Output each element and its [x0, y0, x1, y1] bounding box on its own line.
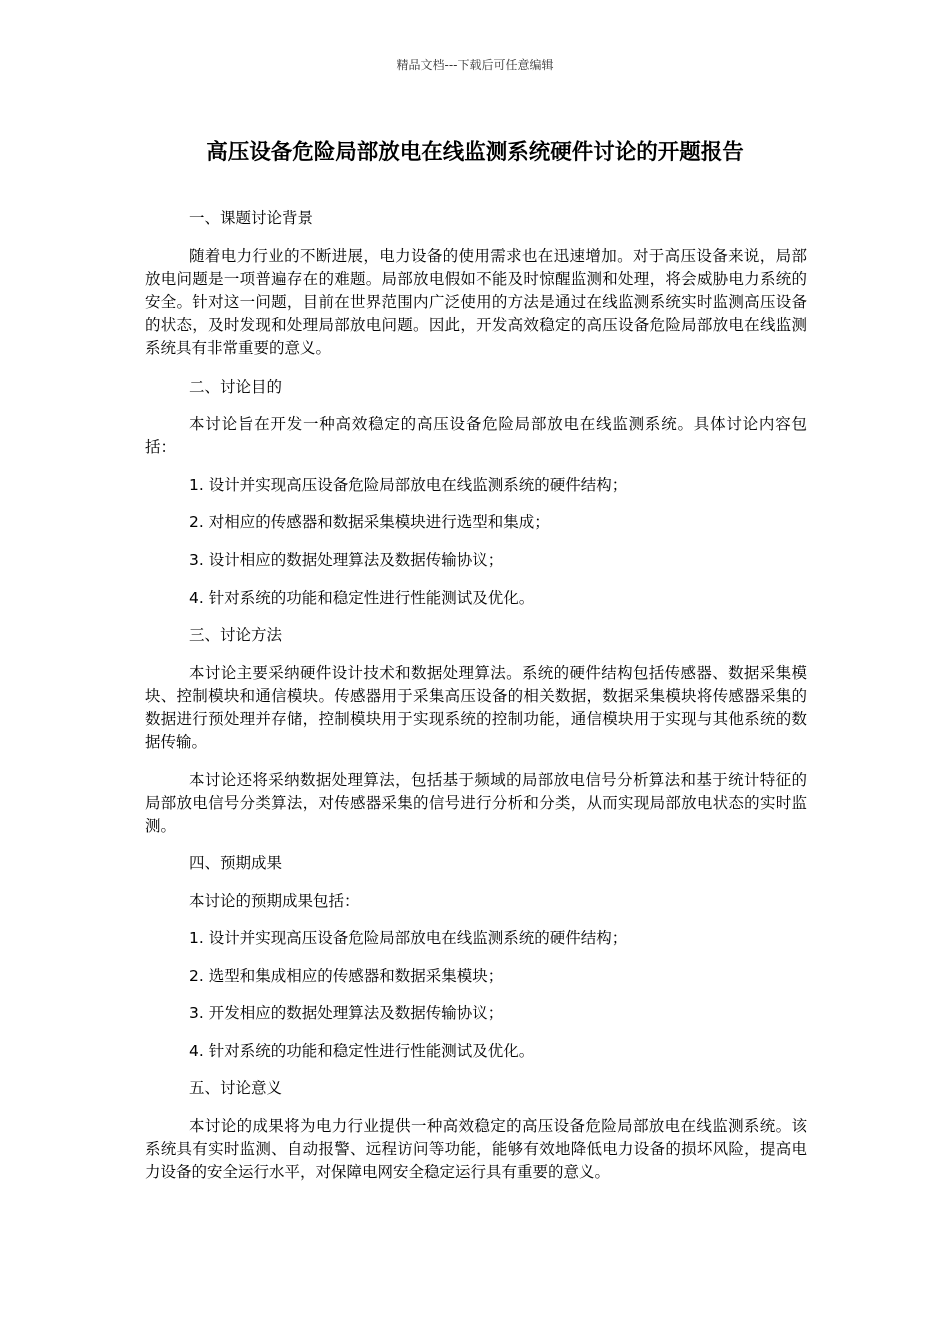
background-paragraph: 随着电力行业的不断进展，电力设备的使用需求也在迅速增加。对于高压设备来说，局部放电问题是一项普遍存在的难题。局部放电假如不能及时惊醒监测和处理，将会威胁电力系统的安全。针对这一问题，目前在世界范围内广泛使用的方法是通过在线监测系统实时监测高压设备的状态，及时发现和处理局部放电问题。因此，开发高效稳定的高压设备危险局部放电在线监测系统具有非常重要的意义。	[145, 247, 807, 357]
header-note: 精品文档---下载后可任意编辑	[396, 58, 554, 72]
section-heading-outcomes: 四、预期成果	[189, 854, 283, 872]
method-paragraph-1: 本讨论主要采纳硬件设计技术和数据处理算法。系统的硬件结构包括传感器、数据采集模块、控制模块和通信模块。传感器用于采集高压设备的相关数据，数据采集模块将传感器采集的数据进行预处理并存储，控制模块用于实现系统的控制功能，通信模块用于实现与其他系统的数据传输。	[145, 664, 807, 751]
purpose-paragraph: 本讨论旨在开发一种高效稳定的高压设备危险局部放电在线监测系统。具体讨论内容包括：	[145, 415, 807, 456]
outcomes-list-item: 3. 开发相应的数据处理算法及数据传输协议；	[189, 1004, 504, 1022]
outcomes-list-item: 1. 设计并实现高压设备危险局部放电在线监测系统的硬件结构；	[189, 929, 628, 947]
purpose-list-item: 1. 设计并实现高压设备危险局部放电在线监测系统的硬件结构；	[189, 476, 628, 494]
section-heading-significance: 五、讨论意义	[189, 1079, 283, 1097]
outcomes-intro: 本讨论的预期成果包括：	[189, 892, 360, 910]
section-heading-background: 一、课题讨论背景	[189, 209, 314, 227]
outcomes-list-item: 2. 选型和集成相应的传感器和数据采集模块；	[189, 967, 504, 985]
document-title: 高压设备危险局部放电在线监测系统硬件讨论的开题报告	[206, 140, 744, 165]
section-heading-method: 三、讨论方法	[189, 626, 283, 644]
purpose-list-item: 4. 针对系统的功能和稳定性进行性能测试及优化。	[189, 589, 535, 607]
section-heading-purpose: 二、讨论目的	[189, 378, 283, 396]
purpose-list-item: 2. 对相应的传感器和数据采集模块进行选型和集成；	[189, 513, 550, 531]
purpose-list-item: 3. 设计相应的数据处理算法及数据传输协议；	[189, 551, 504, 569]
method-paragraph-2: 本讨论还将采纳数据处理算法，包括基于频域的局部放电信号分析算法和基于统计特征的局部放电信号分类算法，对传感器采集的信号进行分析和分类，从而实现局部放电状态的实时监测。	[145, 771, 807, 835]
significance-paragraph: 本讨论的成果将为电力行业提供一种高效稳定的高压设备危险局部放电在线监测系统。该系统具有实时监测、自动报警、远程访问等功能，能够有效地降低电力设备的损坏风险，提高电力设备的安全运行水平，对保障电网安全稳定运行具有重要的意义。	[145, 1117, 807, 1181]
outcomes-list-item: 4. 针对系统的功能和稳定性进行性能测试及优化。	[189, 1042, 535, 1060]
